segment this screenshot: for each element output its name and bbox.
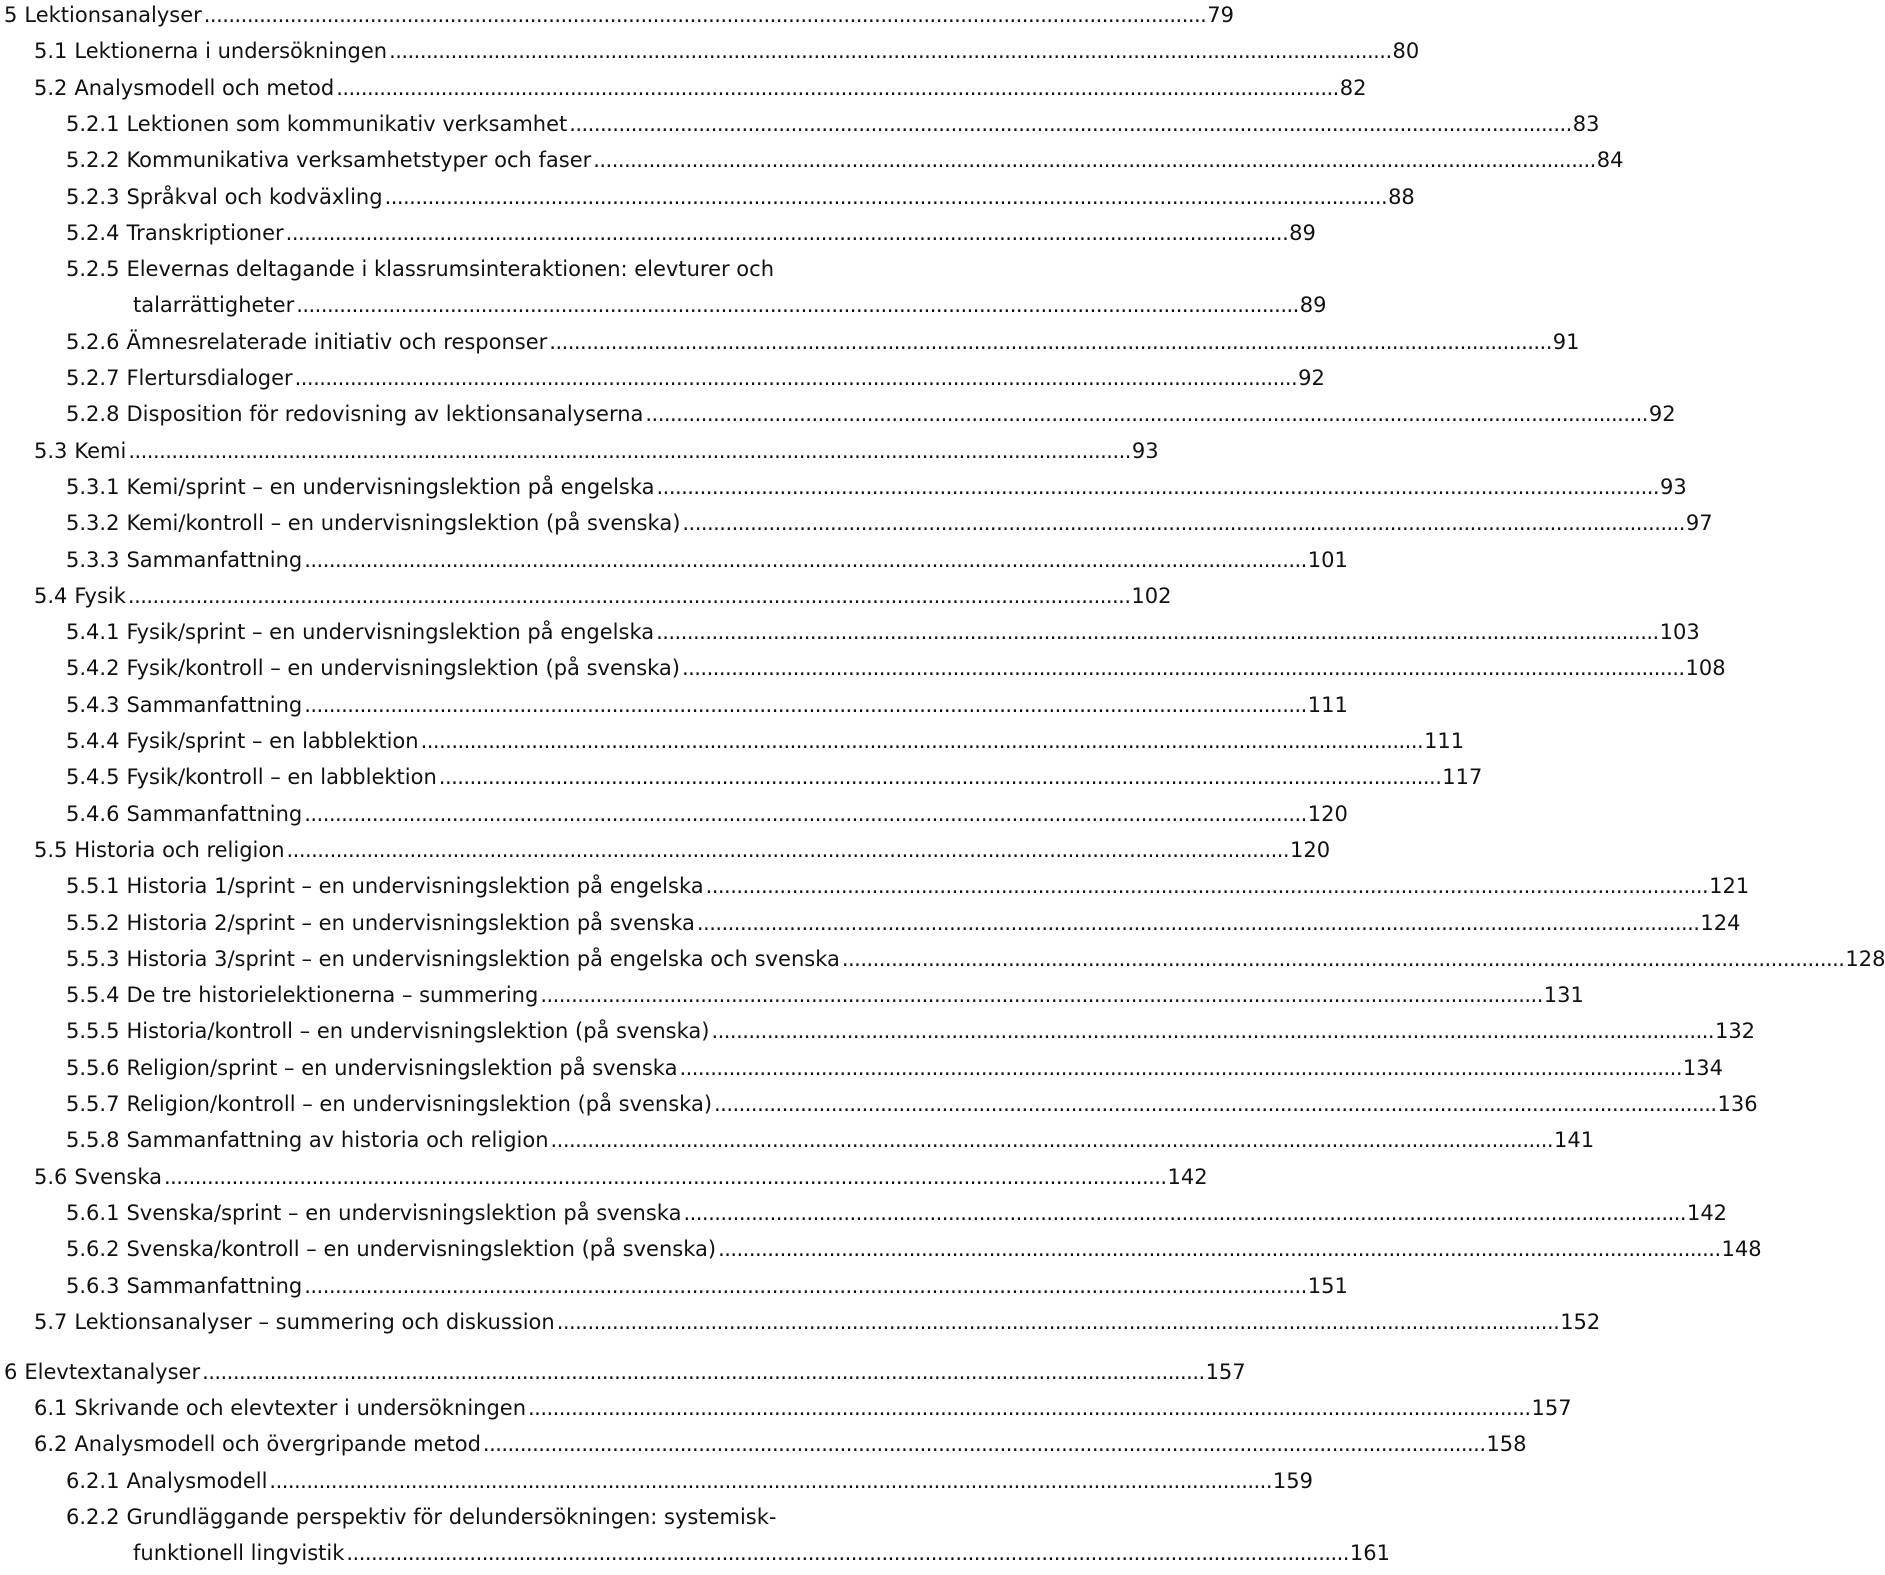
dot-leader — [128, 581, 1127, 611]
toc-entry[interactable] — [4, 0, 1234, 30]
dot-leader — [549, 327, 1548, 357]
toc-entry-page: 117 — [1442, 765, 1483, 790]
dot-leader — [164, 1162, 1163, 1192]
toc-entry[interactable] — [4, 1357, 1246, 1387]
toc-entry[interactable] — [66, 327, 1580, 357]
toc-entry-title: Fysik/sprint – en labblektion — [126, 729, 419, 753]
toc-entry[interactable] — [66, 1016, 1756, 1046]
toc-entry[interactable] — [66, 799, 1348, 829]
toc-entry-number: 5.5.6 — [66, 1055, 120, 1080]
toc-entry-number: 5.4.2 — [66, 656, 120, 681]
toc-entry-number: 5.4.5 — [66, 765, 120, 790]
dot-leader — [718, 1234, 1717, 1264]
toc-entry-title: Sammanfattning — [126, 547, 303, 572]
toc-entry[interactable] — [66, 690, 1348, 720]
toc-entry-number: 5.3.2 — [66, 511, 120, 536]
dot-leader — [295, 363, 1294, 393]
toc-entry-number: 5.6.2 — [66, 1237, 120, 1262]
dot-leader — [439, 762, 1438, 792]
toc-entry[interactable] — [66, 363, 1325, 393]
toc-entry[interactable] — [34, 73, 1367, 103]
toc-entry-number: 5.5.7 — [66, 1092, 120, 1116]
toc-entry-number: 5.2.2 — [66, 148, 120, 173]
dot-leader — [697, 908, 1696, 938]
dot-leader — [593, 145, 1592, 175]
toc-entry-title: Analysmodell — [126, 1468, 268, 1493]
toc-entry[interactable] — [34, 1162, 1208, 1192]
dot-leader — [679, 1053, 1678, 1083]
toc-entry-title: Sammanfattning — [126, 692, 303, 717]
dot-leader — [656, 617, 1655, 647]
toc-entry-title: Religion/sprint – en undervisningslektion på svenska — [126, 1055, 678, 1080]
toc-entry[interactable] — [133, 1538, 1390, 1568]
toc-entry-page: 80 — [1392, 39, 1420, 64]
toc-entry-title: De tre historielektionerna – summering — [126, 983, 539, 1008]
toc-entry-number: 5.4.1 — [66, 620, 120, 645]
toc-entry-page: 93 — [1660, 474, 1687, 499]
toc-entry-page: 121 — [1709, 874, 1750, 899]
toc-entry[interactable] — [66, 145, 1624, 175]
toc-entry-number: 5.5 — [34, 837, 68, 862]
dot-leader — [286, 218, 1285, 248]
toc-entry-title: Kemi/sprint – en undervisningslektion på engelska — [126, 474, 655, 499]
toc-entry[interactable] — [66, 1125, 1595, 1155]
toc-entry-title: Sammanfattning — [126, 1273, 303, 1298]
toc-entry[interactable] — [66, 218, 1316, 248]
toc-entry-page: 102 — [1131, 583, 1172, 608]
dot-leader — [540, 980, 1539, 1010]
toc-entry[interactable] — [34, 1307, 1601, 1337]
toc-entry-title: funktionell lingvistik — [133, 1541, 345, 1566]
toc-entry-page: 89 — [1299, 293, 1327, 318]
dot-leader — [389, 36, 1388, 66]
dot-leader — [557, 1307, 1556, 1337]
toc-entry-number: 5.2.3 — [66, 184, 120, 209]
toc-entry-title: Fysik/kontroll – en undervisningslektion (på svenska) — [126, 656, 680, 681]
toc-entry[interactable] — [34, 36, 1420, 66]
dot-leader — [528, 1393, 1527, 1423]
toc-entry-title: Lektionen som kommunikativ verksamhet — [126, 111, 568, 136]
toc-entry-page: 142 — [1167, 1164, 1208, 1189]
toc-entry-page: 132 — [1714, 1019, 1756, 1044]
dot-leader — [551, 1125, 1550, 1155]
toc-entry-title: Historia och religion — [74, 837, 285, 862]
dot-leader — [304, 1271, 1303, 1301]
toc-entry[interactable] — [66, 254, 952, 284]
toc-entry-number: 5.2.4 — [66, 220, 120, 245]
toc-entry-page: 103 — [1659, 620, 1700, 645]
toc-entry-title: Historia/kontroll – en undervisningslektion (på svenska) — [126, 1019, 710, 1044]
toc-entry-title: Sammanfattning av historia och religion — [126, 1128, 549, 1153]
toc-entry-number: 5.2.8 — [66, 402, 120, 427]
toc-entry-number: 5.4 — [34, 583, 68, 608]
toc-entry-page: 142 — [1686, 1200, 1728, 1225]
toc-entry-number: 6 — [4, 1359, 18, 1384]
toc-entry[interactable] — [133, 290, 1327, 320]
toc-entry[interactable] — [66, 1271, 1348, 1301]
toc-entry-page: 88 — [1388, 184, 1415, 209]
toc-entry-number: 6.2.2 — [66, 1505, 120, 1529]
toc-entry-page: 128 — [1845, 946, 1885, 971]
toc-entry[interactable] — [34, 1429, 1527, 1459]
toc-entry-page: 152 — [1560, 1309, 1601, 1334]
toc-entry-page: 82 — [1339, 75, 1367, 100]
dot-leader — [202, 1357, 1201, 1387]
dot-leader — [706, 871, 1705, 901]
toc-entry[interactable] — [66, 1466, 1313, 1496]
toc-entry-title: Transkriptioner — [126, 220, 284, 245]
dot-leader — [128, 436, 1127, 466]
toc-entry-number: 5.3.1 — [66, 474, 120, 499]
toc-entry-number: 5.4.6 — [66, 801, 120, 826]
toc-entry-title: Lektionsanalyser – summering och diskussion — [74, 1309, 555, 1334]
toc-entry-number: 5.2.5 — [66, 257, 120, 282]
toc-entry-title: Svenska — [74, 1164, 162, 1189]
dot-leader — [711, 1016, 1710, 1046]
toc-entry-page: 83 — [1572, 111, 1600, 136]
toc-entry-page: 120 — [1290, 837, 1331, 862]
toc-entry[interactable] — [34, 436, 1159, 466]
toc-entry-page: 111 — [1424, 729, 1465, 753]
dot-leader — [842, 944, 1841, 974]
toc-entry-title: Elevernas deltagande i klassrumsinteraktionen: elevturer och — [126, 257, 775, 282]
toc-entry-number: 5.5.5 — [66, 1019, 120, 1044]
toc-entry-page: 93 — [1131, 438, 1159, 463]
dot-leader — [269, 1466, 1268, 1496]
toc-entry-number: 6.2 — [34, 1432, 68, 1457]
toc-entry-number: 5.3.3 — [66, 547, 120, 572]
toc-entry[interactable] — [34, 1393, 1572, 1423]
toc-entry-page: 159 — [1272, 1468, 1313, 1493]
dot-leader — [714, 1089, 1713, 1119]
toc-entry-title: Disposition för redovisning av lektionsanalyserna — [126, 402, 644, 427]
toc-entry-page: 120 — [1307, 801, 1348, 826]
toc-entry-number: 5.6.3 — [66, 1273, 120, 1298]
toc-entry-title: Fysik — [74, 583, 126, 608]
toc-entry-page: 124 — [1700, 910, 1741, 935]
toc-entry-title: Flertursdialoger — [126, 366, 293, 390]
toc-entry-number: 5.2.7 — [66, 366, 120, 390]
toc-entry-title: Svenska/kontroll – en undervisningslektion (på svenska) — [126, 1237, 717, 1262]
toc-entry-number: 5.4.4 — [66, 729, 120, 753]
toc-entry-number: 5.1 — [34, 39, 68, 64]
toc-entry-title: Ämnesrelaterade initiativ och responser — [126, 329, 548, 354]
toc-entry[interactable] — [66, 1089, 1758, 1119]
toc-entry-page: 92 — [1648, 402, 1676, 427]
dot-leader — [346, 1538, 1345, 1568]
toc-entry[interactable] — [66, 1234, 1762, 1264]
toc-entry[interactable] — [66, 908, 1741, 938]
dot-leader — [204, 0, 1203, 30]
toc-entry[interactable] — [66, 545, 1348, 575]
toc-entry-page: 97 — [1685, 511, 1713, 536]
toc-entry-number: 5.2.1 — [66, 111, 120, 136]
toc-entry-number: 6.1 — [34, 1396, 68, 1421]
toc-entry[interactable] — [66, 762, 1483, 792]
toc-entry-title: Svenska/sprint – en undervisningslektion på svenska — [126, 1200, 682, 1225]
toc-entry-title: Kemi/kontroll – en undervisningslektion (på svenska) — [126, 511, 681, 536]
toc-entry-title: Språkval och kodväxling — [126, 184, 383, 209]
toc-entry[interactable] — [66, 980, 1584, 1010]
dot-leader — [483, 1429, 1482, 1459]
toc-entry[interactable] — [66, 726, 1465, 756]
toc-entry-title: Religion/kontroll – en undervisningslektion (på svenska) — [126, 1092, 713, 1116]
toc-entry-title: Historia 1/sprint – en undervisningslektion på engelska — [126, 874, 704, 899]
toc-entry-title: talarrättigheter — [133, 293, 295, 318]
toc-entry-page: 91 — [1552, 329, 1580, 354]
toc-entry[interactable] — [66, 508, 1713, 538]
toc-entry-title: Kemi — [74, 438, 127, 463]
toc-entry-number: 5.5.4 — [66, 983, 120, 1008]
toc-entry-page: 101 — [1307, 547, 1348, 572]
toc-entry-number: 5.4.3 — [66, 692, 120, 717]
toc-entry-number: 5.5.8 — [66, 1128, 120, 1153]
toc-entry[interactable] — [66, 399, 1676, 429]
toc-entry[interactable] — [66, 1502, 952, 1532]
dot-leader — [304, 799, 1303, 829]
toc-entry[interactable] — [66, 1198, 1728, 1228]
dot-leader — [682, 653, 1681, 683]
toc-entry-page: 161 — [1349, 1541, 1390, 1566]
toc-entry-number: 5.2.6 — [66, 329, 120, 354]
toc-entry[interactable] — [66, 653, 1726, 683]
toc-entry-title: Fysik/kontroll – en labblektion — [126, 765, 437, 790]
toc-entry-page: 84 — [1596, 148, 1624, 173]
toc-entry-number: 5.5.3 — [66, 946, 120, 971]
toc-entry-number: 5.5.2 — [66, 910, 120, 935]
toc-entry-number: 5.2 — [34, 75, 68, 100]
toc-entry-number: 5.5.1 — [66, 874, 120, 899]
toc-entry-number: 5 — [4, 3, 18, 27]
dot-leader — [421, 726, 1420, 756]
toc-entry-page: 148 — [1721, 1237, 1762, 1262]
toc-entry-page: 108 — [1685, 656, 1726, 681]
toc-entry-page: 151 — [1307, 1273, 1348, 1298]
dot-leader — [287, 835, 1286, 865]
toc-entry-page: 157 — [1531, 1396, 1572, 1421]
toc-entry-title: Fysik/sprint – en undervisningslektion på engelska — [126, 620, 655, 645]
dot-leader — [569, 109, 1568, 139]
dot-leader — [682, 508, 1681, 538]
dot-leader — [683, 1198, 1682, 1228]
toc-entry-page: 79 — [1207, 3, 1234, 27]
toc-entry-title: Skrivande och elevtexter i undersökningen — [74, 1396, 527, 1421]
toc-entry-title: Kommunikativa verksamhetstyper och faser — [126, 148, 592, 173]
dot-leader — [296, 290, 1295, 320]
toc-entry-page: 131 — [1543, 983, 1584, 1008]
toc-entry-title: Lektionsanalyser — [24, 3, 202, 27]
toc-entry[interactable] — [66, 944, 1885, 974]
toc-entry-title: Historia 2/sprint – en undervisningslektion på svenska — [126, 910, 695, 935]
toc-entry-page: 136 — [1717, 1092, 1758, 1116]
toc-entry-number: 5.6.1 — [66, 1200, 120, 1225]
toc-entry-title: Elevtextanalyser — [24, 1359, 201, 1384]
dot-leader — [657, 472, 1656, 502]
toc-entry-title: Sammanfattning — [126, 801, 303, 826]
toc-entry-title: Analysmodell och övergripande metod — [74, 1432, 481, 1457]
toc-entry-title: Lektionerna i undersökningen — [74, 39, 388, 64]
toc-entry[interactable] — [66, 871, 1750, 901]
toc-entry-page: 111 — [1307, 692, 1348, 717]
toc-entry[interactable] — [66, 182, 1415, 212]
toc-entry-number: 5.6 — [34, 1164, 68, 1189]
toc-entry-page: 141 — [1554, 1128, 1595, 1153]
dot-leader — [645, 399, 1644, 429]
dot-leader — [304, 545, 1303, 575]
toc-entry[interactable] — [66, 472, 1687, 502]
toc-entry[interactable] — [34, 581, 1172, 611]
dot-leader — [385, 182, 1384, 212]
toc-entry[interactable] — [66, 109, 1600, 139]
toc-entry-number: 6.2.1 — [66, 1468, 120, 1493]
toc-entry[interactable] — [66, 617, 1700, 647]
toc-entry[interactable] — [66, 1053, 1724, 1083]
toc-entry-page: 158 — [1486, 1432, 1527, 1457]
toc-entry-page: 92 — [1298, 366, 1325, 390]
dot-leader — [304, 690, 1303, 720]
toc-entry[interactable] — [34, 835, 1331, 865]
toc-entry-page: 157 — [1205, 1359, 1246, 1384]
toc-entry-title: Historia 3/sprint – en undervisningslektion på engelska och svenska — [126, 946, 840, 971]
toc-entry-number: 5.3 — [34, 438, 68, 463]
toc-entry-title: Analysmodell och metod — [74, 75, 335, 100]
dot-leader — [336, 73, 1335, 103]
toc-entry-page: 89 — [1289, 220, 1316, 245]
toc-entry-number: 5.7 — [34, 1309, 68, 1334]
toc-entry-page: 134 — [1682, 1055, 1724, 1080]
toc-entry-title: Grundläggande perspektiv för delundersökningen: systemisk- — [126, 1505, 777, 1529]
